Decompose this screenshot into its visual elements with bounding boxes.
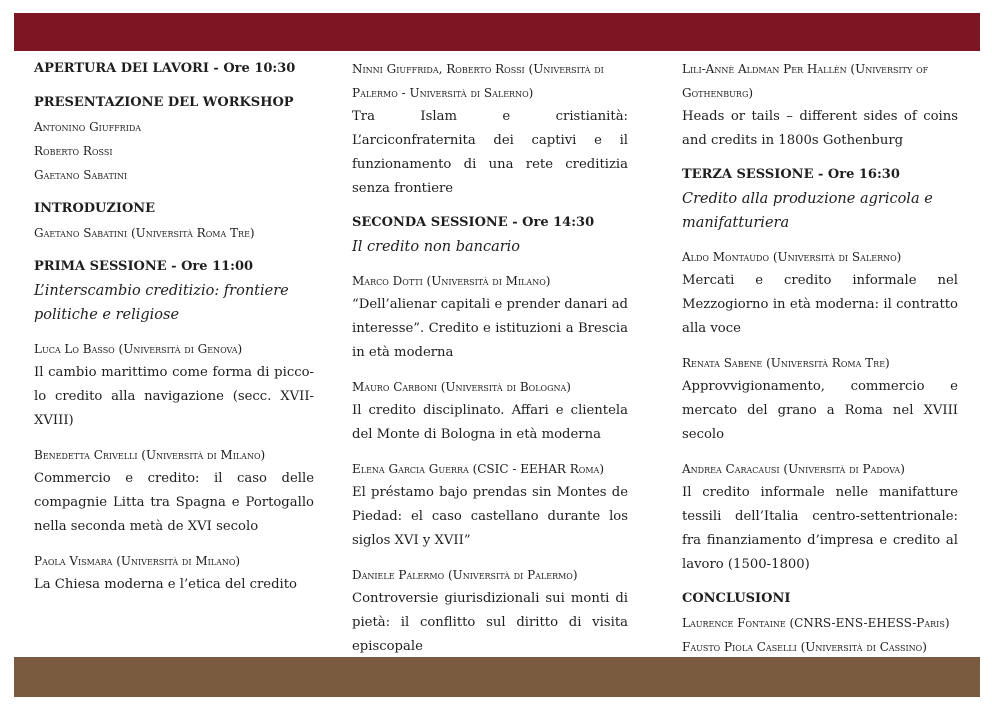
introduction-heading: INTRODUZIONE bbox=[34, 201, 156, 216]
session-2-heading: SECONDA SESSIONE - Ore 14:30 bbox=[352, 215, 595, 230]
talk-title: Controversie giurisdizionali sui monti di pietà: il conflitto sul diritto di visita episcopale bbox=[352, 591, 628, 654]
talk-speaker: Ninni Giuffrida, Roberto Rossi (Università di Palermo - Università di Salerno) bbox=[352, 62, 604, 100]
talk-title: “Dell’alienar capitali e prender danari ad interesse”. Credito e istituzioni a Brescia in età moderna bbox=[352, 297, 628, 360]
program-column-2 bbox=[352, 57, 628, 659]
talk-speaker: Mauro Carboni (Università di Bologna) bbox=[352, 380, 571, 394]
session-1-heading: PRIMA SESSIONE - Ore 11:00 bbox=[34, 259, 254, 274]
program-column-3 bbox=[682, 57, 958, 659]
talk-speaker: Luca Lo Basso (Università di Genova) bbox=[34, 342, 243, 356]
opening-heading: APERTURA DEI LAVORI - Ore 10:30 bbox=[34, 61, 296, 76]
talk-title: La Chiesa moderna e l’etica del credito bbox=[34, 577, 297, 592]
talk-title: Heads or tails – different sides of coins and credits in 1800s Gothenburg bbox=[682, 109, 958, 148]
talk-speaker: Elena Garcia Guerra (CSIC - EEHAR Roma) bbox=[352, 462, 605, 476]
talk-title: Approvvigionamento, commercio e mercato del grano a Roma nel XVIII secolo bbox=[682, 379, 958, 442]
program-column-1 bbox=[34, 57, 314, 597]
talk-speaker: Lili-Annè Aldman Per Hallèn (University of Gothenburg) bbox=[682, 62, 929, 100]
presentation-heading: PRESENTAZIONE DEL WORKSHOP bbox=[34, 95, 294, 110]
conclusion-speaker: Laurence Fontaine (CNRS-ENS-EHESS-Paris) bbox=[682, 616, 950, 630]
session-3-title: Credito alla produzione agricola e manifatturiera bbox=[682, 191, 933, 231]
talk-title: El préstamo bajo prendas sin Montes de Piedad: el caso castellano durante los siglos XVI y XVII” bbox=[352, 485, 628, 548]
presenter-name: Roberto Rossi bbox=[34, 144, 113, 158]
talk-speaker: Andrea Caracausi (Università di Padova) bbox=[682, 462, 905, 476]
talk-speaker: Paola Vismara (Università di Milano) bbox=[34, 554, 241, 568]
talk-speaker: Daniele Palermo (Università di Palermo) bbox=[352, 568, 578, 582]
talk-speaker: Renata Sabene (Università Roma Tre) bbox=[682, 356, 890, 370]
conclusions-heading: CONCLUSIONI bbox=[682, 591, 791, 606]
talk-speaker: Aldo Montaudo (Università di Salerno) bbox=[682, 250, 902, 264]
bottom-color-band bbox=[14, 657, 980, 697]
talk-title: Mercati e credito informale nel Mezzogiorno in età moderna: il contratto alla voce bbox=[682, 273, 958, 336]
presenter-name: Antonino Giuffrida bbox=[34, 120, 142, 134]
talk-title: Il credito disciplinato. Affari e clientela del Monte di Bologna in età moderna bbox=[352, 403, 628, 442]
talk-title: Commercio e credito: il caso delle compagnie Litta tra Spagna e Portogallo nella seconda metà de XVI secolo bbox=[34, 471, 314, 534]
top-color-band bbox=[14, 13, 980, 51]
introduction-speaker: Gaetano Sabatini (Università Roma Tre) bbox=[34, 226, 255, 240]
talk-speaker: Marco Dotti (Università di Milano) bbox=[352, 274, 551, 288]
conclusion-speaker: Fausto Piola Caselli (Università di Cassino) bbox=[682, 640, 927, 654]
talk-title: Tra Islam e cristianità: L’arciconfraternita dei captivi e il funzionamento di una rete creditizia senza frontiere bbox=[352, 109, 628, 196]
talk-speaker: Benedetta Crivelli (Università di Milano) bbox=[34, 448, 266, 462]
session-1-title: L’interscambio creditizio: frontiere politiche e religiose bbox=[34, 283, 289, 323]
talk-title: Il credito informale nelle manifatture tessili dell’Italia centro-settentrionale: fra finanziamento d’impresa e credito al lavoro (1500-1800) bbox=[682, 485, 958, 572]
session-3-heading: TERZA SESSIONE - Ore 16:30 bbox=[682, 167, 900, 182]
presenter-name: Gaetano Sabatini bbox=[34, 168, 128, 182]
session-2-title: Il credito non bancario bbox=[352, 239, 521, 255]
talk-title: Il cambio marittimo come forma di picco-lo credito alla navigazione (secc. XVII-XVIII) bbox=[34, 365, 314, 428]
